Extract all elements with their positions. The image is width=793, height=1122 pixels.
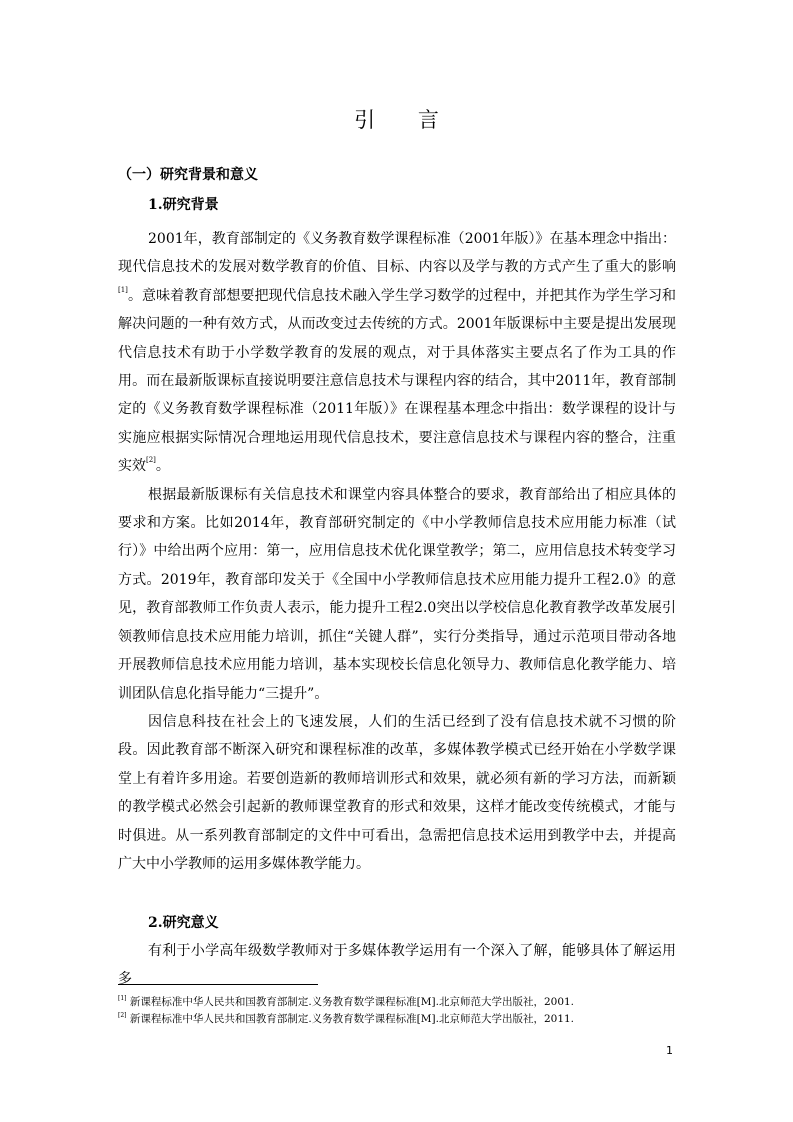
footnote-reference: [2] [146,456,156,465]
paragraph-text: 2001年，教育部制定的《义务教育数学课程标准（2001年版）》在基本理念中指出：现代信息技术的发展对数学教育的价值、目标、内容以及学与教的方式产生了重大的影响 [118,231,676,276]
footnote-mark: [1] [118,995,127,1002]
footnote [118,994,678,1011]
paragraph [118,225,676,481]
paragraph-text: 。 [155,458,170,475]
subsection-heading-significance: 2.研究意义 [148,915,219,931]
footnote-reference: [1] [118,285,128,294]
footnote-text: 新课程标准中华人民共和国教育部制定.义务教育数学课程标准[M].北京师范大学出版社，2001. [129,996,575,1008]
footnote-divider [118,984,318,985]
section-heading: （一）研究背景和意义 [118,167,258,183]
page-title: 引 言 [354,108,457,132]
significance-body [118,937,676,994]
page-number: 1 [666,1044,673,1057]
footnotes [118,994,678,1028]
footnote [118,1011,678,1028]
paragraph: 有利于小学高年级数学教师对于多媒体教学运用有一个深入了解，能够具体了解运用多 [118,943,676,988]
footnote-text: 新课程标准中华人民共和国教育部制定.义务教育数学课程标准[M].北京师范大学出版社，2011. [129,1013,575,1025]
footnote-mark: [2] [118,1012,127,1019]
subsection-heading-background: 1.研究背景 [148,197,219,213]
paragraph: 根据最新版课标有关信息技术和课堂内容具体整合的要求，教育部给出了相应具体的要求和方案。比如2014年，教育部研究制定的《中小学教师信息技术应用能力标准（试行）》中给出两个应用：第一，应用信息技术优化课堂教学；第二，应用信息技术转变学习方式。2019年，教育部印发关于《全国中小学教师信息技术应用能力提升工程2.0》的意见，教育部教师工作负责人表示，能力提升工程2.0突出以学校信息化教育教学改革发展引领教师信息技术应用能力培训，抓住“关键人群”，实行分类指导，通过示范项目带动各地开展教师信息技术应用能力培训，基本实现校长信息化领导力、教师信息化教学能力、培训团队信息化指导能力“三提升”。 [118,486,676,702]
background-body [118,225,676,878]
paragraph-text: 。意味着教育部想要把现代信息技术融入学生学习数学的过程中，并把其作为学生学习和解决问题的一种有效方式，从而改变过去传统的方式。2001年版课标中主要是提出发展现代信息技术有助于小学数学教育的发展的观点，对于具体落实主要点名了作为工具的作用。而在最新版课标直接说明要注意信息技术与课程内容的结合，其中2011年，教育部制定的《义务教育数学课程标准（2011年版）》在课程基本理念中指出：数学课程的设计与实施应根据实际情况合理地运用现代信息技术，要注意信息技术与课程内容的整合，注重实效 [118,287,676,475]
paragraph: 因信息科技在社会上的飞速发展，人们的生活已经到了没有信息技术就不习惯的阶段。因此教育部不断深入研究和课程标准的改革，多媒体教学模式已经开始在小学数学课堂上有着许多用途。若要创造新的教师培训形式和效果，就必须有新的学习方法，而新颖的教学模式必然会引起新的教师课堂教育的形式和效果，这样才能改变传统模式，才能与时俱进。从一系列教育部制定的文件中可看出，急需把信息技术运用到教学中去，并提高广大中小学教师的运用多媒体教学能力。 [118,713,676,872]
